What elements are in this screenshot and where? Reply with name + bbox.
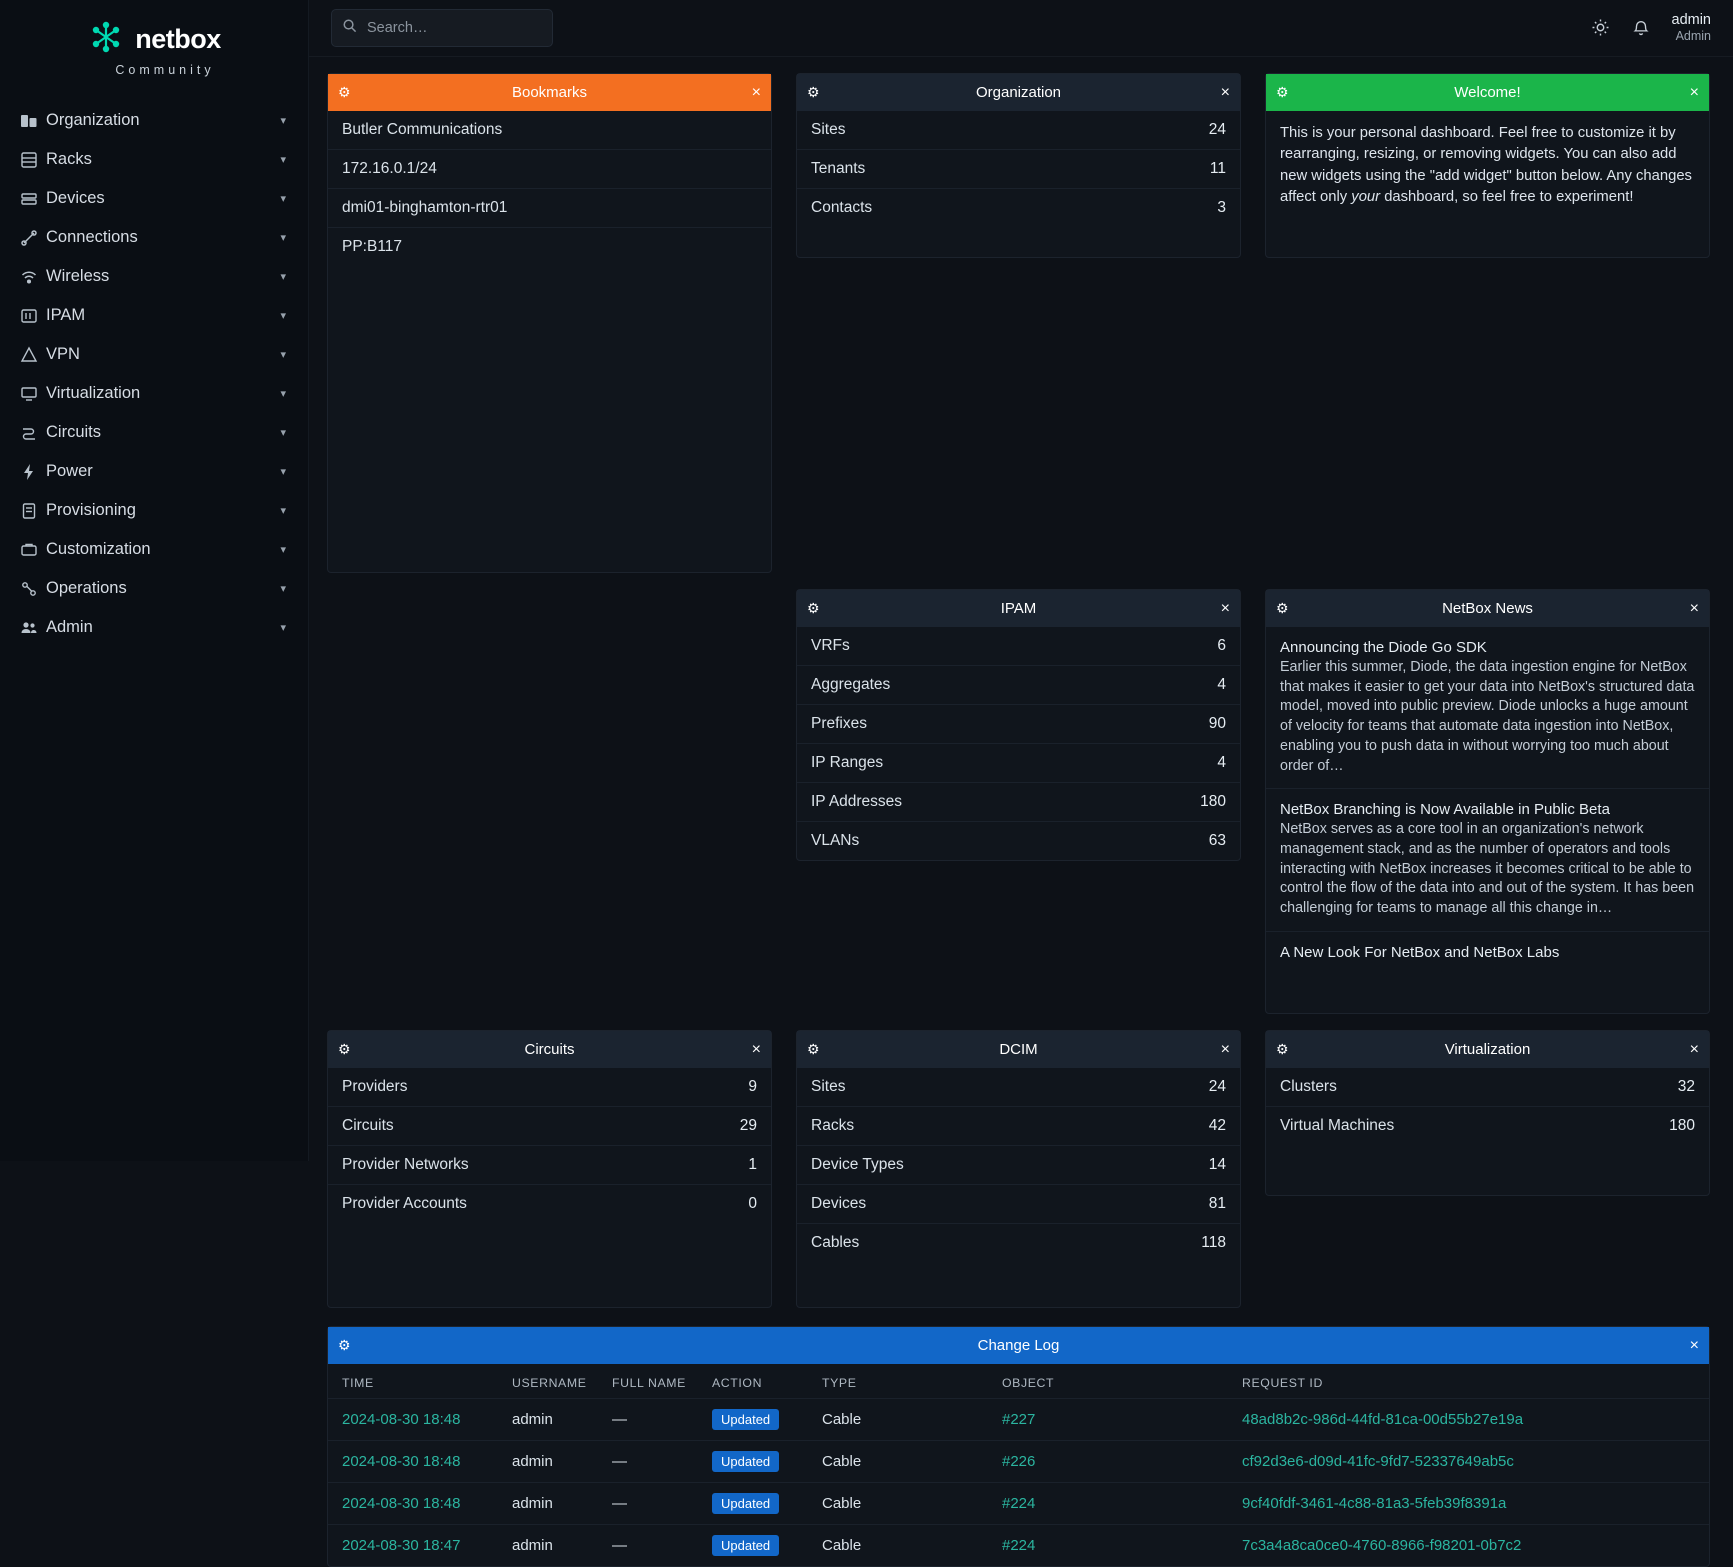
widget-header <box>328 1031 771 1068</box>
stat-label: Device Types <box>811 1156 904 1173</box>
gear-icon[interactable]: ⚙ <box>807 600 820 616</box>
change-log-table <box>328 1364 1709 1566</box>
chevron-down-icon: ▾ <box>280 310 286 322</box>
news-item[interactable] <box>1266 627 1709 789</box>
cell-username: admin <box>498 1399 598 1441</box>
stat-label: Sites <box>811 121 846 138</box>
welcome-text-part1: This is your personal dashboard. Feel free to customize it by rearranging, resizing, or removing widgets. You can also add new widgets using the "add widget" button below. Any changes affect only <box>1280 125 1692 206</box>
widget-title: NetBox News <box>1442 600 1533 617</box>
welcome-text-part2: dashboard, so feel free to experiment! <box>1380 189 1634 206</box>
close-icon[interactable]: × <box>1220 599 1230 617</box>
sidebar-item-wireless[interactable] <box>0 257 308 296</box>
chevron-down-icon: ▾ <box>280 544 286 556</box>
sidebar-item-organization[interactable] <box>0 101 308 140</box>
stat-row[interactable] <box>797 1107 1240 1146</box>
list-item[interactable]: Butler Communications <box>328 111 771 150</box>
stat-value: 180 <box>1669 1117 1695 1134</box>
cell-type: Cable <box>808 1525 988 1567</box>
list-item[interactable]: PP:B117 <box>342 238 403 255</box>
brand-subtitle: Community <box>115 63 215 77</box>
widget-grid <box>327 73 1715 1567</box>
operations-icon <box>20 580 46 598</box>
ipam-icon <box>20 307 46 325</box>
table-row[interactable] <box>328 1441 1709 1483</box>
brand-logo[interactable] <box>0 8 308 95</box>
stat-row[interactable] <box>797 1185 1240 1224</box>
table-row[interactable] <box>328 1483 1709 1525</box>
search-input[interactable] <box>365 19 542 37</box>
stat-label: Provider Networks <box>342 1156 469 1173</box>
widget-title: Organization <box>975 84 1062 101</box>
sidebar-item-virtualization[interactable] <box>0 374 308 413</box>
chevron-down-icon: ▾ <box>280 427 286 439</box>
cell-type: Cable <box>808 1483 988 1525</box>
customization-icon <box>20 541 46 559</box>
column-header-fullname: FULL NAME <box>612 1376 686 1390</box>
sidebar-label: Customization <box>46 540 151 558</box>
table-row[interactable] <box>328 1399 1709 1441</box>
stat-label: VRFs <box>811 637 850 654</box>
cell-fullname: — <box>598 1399 698 1441</box>
stat-value: 0 <box>748 1195 757 1212</box>
cell-type: Cable <box>808 1441 988 1483</box>
stat-row[interactable] <box>1266 1107 1709 1145</box>
main-area <box>309 0 1733 1554</box>
gear-icon[interactable]: ⚙ <box>1276 1041 1289 1057</box>
sidebar-label: Racks <box>46 150 92 168</box>
cell-time[interactable]: 2024-08-30 18:48 <box>328 1399 498 1441</box>
close-icon[interactable]: × <box>1689 1336 1699 1354</box>
gear-icon[interactable]: ⚙ <box>338 1337 351 1353</box>
sidebar-label: Circuits <box>46 423 102 441</box>
news-item[interactable] <box>1266 932 1709 975</box>
stat-label: Cables <box>811 1234 860 1251</box>
gear-icon[interactable]: ⚙ <box>1276 600 1289 616</box>
notifications-icon[interactable] <box>1632 19 1650 37</box>
news-list <box>1266 627 1709 975</box>
change-log-table-wrap <box>328 1364 1709 1566</box>
stat-label: Aggregates <box>811 676 891 693</box>
stat-label: IP Addresses <box>811 793 903 810</box>
widget-bookmarks <box>327 73 772 573</box>
stat-label: Providers <box>342 1078 408 1095</box>
chevron-down-icon: ▾ <box>280 349 286 361</box>
stat-value: 1 <box>748 1156 757 1173</box>
widget-title: IPAM <box>1000 600 1037 617</box>
top-bar <box>309 0 1733 57</box>
cell-action <box>698 1525 808 1567</box>
widget-netbox-news <box>1265 589 1710 1014</box>
stat-row[interactable] <box>1266 1068 1709 1107</box>
cell-object[interactable]: #226 <box>988 1441 1228 1483</box>
stat-value: 4 <box>1217 676 1226 693</box>
table-header-row <box>328 1364 1709 1399</box>
sidebar-item-connections[interactable] <box>0 218 308 257</box>
bookmarks-list <box>328 111 771 266</box>
dcim-stats <box>797 1068 1240 1262</box>
cell-object[interactable]: #224 <box>988 1525 1228 1567</box>
list-item[interactable]: 172.16.0.1/24 <box>328 150 771 189</box>
sidebar-item-vpn[interactable] <box>0 335 308 374</box>
chevron-down-icon: ▾ <box>280 115 286 127</box>
welcome-text-emphasis: your <box>1351 189 1381 206</box>
cell-fullname: — <box>598 1525 698 1567</box>
status-badge: Updated <box>712 1493 779 1514</box>
ipam-stats <box>797 627 1240 860</box>
stat-row[interactable] <box>328 1146 771 1185</box>
stat-label: Prefixes <box>811 715 867 732</box>
gear-icon[interactable]: ⚙ <box>338 84 351 100</box>
devices-icon <box>20 190 46 208</box>
virtualization-icon <box>20 385 46 403</box>
stat-value: 3 <box>1217 199 1226 216</box>
sidebar-label: Connections <box>46 228 138 246</box>
close-icon[interactable]: × <box>1220 83 1230 101</box>
cell-type: Cable <box>808 1399 988 1441</box>
widget-header <box>797 1031 1240 1068</box>
dashboard-content <box>309 57 1733 1567</box>
sidebar-item-ipam[interactable] <box>0 296 308 335</box>
widget-header <box>797 590 1240 627</box>
widget-circuits <box>327 1030 772 1308</box>
sidebar-label: IPAM <box>46 306 86 324</box>
stat-row[interactable] <box>797 744 1240 783</box>
stat-label: Virtual Machines <box>1280 1117 1395 1134</box>
stat-label: VLANs <box>811 832 860 849</box>
list-item[interactable]: dmi01-binghamton-rtr01 <box>328 189 771 228</box>
cell-username: admin <box>498 1525 598 1567</box>
circuits-icon <box>20 424 46 442</box>
power-icon <box>20 463 46 481</box>
sidebar-item-provisioning[interactable] <box>0 491 308 530</box>
news-text: NetBox serves as a core tool in an organization's network management stack, and as the number of operators and tools interacting with NetBox increases it becomes critical to be able to control the flow of the data into and out of the system. It has been challenging for teams to manage all this change in… <box>1280 821 1695 917</box>
stat-row[interactable] <box>797 783 1240 822</box>
stat-label: Contacts <box>811 199 873 216</box>
stat-row[interactable] <box>797 189 1240 227</box>
sidebar-item-customization[interactable] <box>0 530 308 569</box>
stat-label: Clusters <box>1280 1078 1337 1095</box>
close-icon[interactable]: × <box>751 83 761 101</box>
chevron-down-icon: ▾ <box>280 583 286 595</box>
close-icon[interactable]: × <box>751 1040 761 1058</box>
column-header-type: TYPE <box>822 1376 857 1390</box>
stat-value: 24 <box>1208 121 1226 138</box>
gear-icon[interactable]: ⚙ <box>338 1041 351 1057</box>
stat-value: 9 <box>748 1078 757 1095</box>
stat-value: 63 <box>1208 832 1226 849</box>
stat-value: 24 <box>1208 1078 1226 1095</box>
sidebar <box>0 0 309 1161</box>
chevron-down-icon: ▾ <box>280 232 286 244</box>
stat-row[interactable] <box>797 1146 1240 1185</box>
stat-row[interactable] <box>328 1068 771 1107</box>
widget-ipam <box>796 589 1241 861</box>
connections-icon <box>20 229 46 247</box>
stat-value: 6 <box>1217 637 1226 654</box>
column-header-request-id: REQUEST ID <box>1242 1376 1323 1390</box>
status-badge: Updated <box>712 1409 779 1430</box>
column-header-username: USERNAME <box>512 1376 587 1390</box>
stat-label: Circuits <box>342 1117 394 1134</box>
widget-change-log <box>327 1326 1710 1567</box>
widget-dcim <box>796 1030 1241 1308</box>
status-badge: Updated <box>712 1535 779 1556</box>
cell-request-id[interactable]: 9cf40fdf-3461-4c88-81a3-5feb39f8391a <box>1228 1483 1709 1525</box>
cell-action <box>698 1399 808 1441</box>
stat-value: 118 <box>1201 1234 1226 1251</box>
cell-time[interactable]: 2024-08-30 18:48 <box>328 1441 498 1483</box>
welcome-text <box>1266 111 1709 223</box>
close-icon[interactable]: × <box>1689 599 1699 617</box>
stat-value: 4 <box>1217 754 1226 771</box>
stat-row[interactable] <box>797 111 1240 150</box>
virtualization-stats <box>1266 1068 1709 1145</box>
admin-icon <box>20 619 46 637</box>
stat-row[interactable] <box>328 1185 771 1223</box>
widget-title: Bookmarks <box>511 84 588 101</box>
sidebar-item-circuits[interactable] <box>0 413 308 452</box>
widget-welcome <box>1265 73 1710 258</box>
brand-name: netbox <box>135 24 221 54</box>
organization-stats <box>797 111 1240 227</box>
stat-label: Sites <box>811 1078 846 1095</box>
cell-request-id[interactable]: cf92d3e6-d09d-41fc-9fd7-52337649ab5c <box>1228 1441 1709 1483</box>
user-role: Admin <box>1675 29 1711 44</box>
widget-header <box>797 74 1240 111</box>
news-text: Earlier this summer, Diode, the data ingestion engine for NetBox that makes it easier to get your data into NetBox's structured data model, moved into public preview. Diode unlocks a huge amount of velocity for teams that automate data ingestion into NetBox, enabling you to push data in without worrying too much about order of… <box>1280 659 1695 774</box>
widget-title: DCIM <box>999 1041 1038 1058</box>
news-item[interactable] <box>1266 789 1709 932</box>
stat-value: 81 <box>1208 1195 1226 1212</box>
chevron-down-icon: ▾ <box>280 466 286 478</box>
cell-username: admin <box>498 1483 598 1525</box>
chevron-down-icon: ▾ <box>280 622 286 634</box>
widget-header <box>328 1327 1709 1364</box>
sidebar-item-devices[interactable] <box>0 179 308 218</box>
stat-label: Tenants <box>811 160 866 177</box>
gear-icon[interactable]: ⚙ <box>807 84 820 100</box>
stat-row[interactable] <box>797 705 1240 744</box>
cell-request-id[interactable]: 7c3a4a8ca0ce0-4760-8966-f98201-0b7c2 <box>1228 1525 1709 1567</box>
cell-fullname: — <box>598 1441 698 1483</box>
column-header-object: OBJECT <box>1002 1376 1055 1390</box>
cell-action <box>698 1441 808 1483</box>
widget-title: Welcome! <box>1454 84 1521 101</box>
table-row[interactable] <box>328 1525 1709 1567</box>
stat-value: 11 <box>1209 160 1226 177</box>
chevron-down-icon: ▾ <box>280 193 286 205</box>
widget-header <box>1266 590 1709 627</box>
search-icon <box>342 18 357 38</box>
stat-row[interactable] <box>797 1068 1240 1107</box>
chevron-down-icon: ▾ <box>280 505 286 517</box>
widget-title: Virtualization <box>1444 1041 1531 1058</box>
stat-value: 29 <box>739 1117 757 1134</box>
close-icon[interactable]: × <box>1689 83 1699 101</box>
chevron-down-icon: ▾ <box>280 388 286 400</box>
widget-title: Change Log <box>977 1337 1060 1354</box>
provisioning-icon <box>20 502 46 520</box>
cell-fullname: — <box>598 1483 698 1525</box>
sidebar-nav <box>0 101 308 647</box>
cell-username: admin <box>498 1441 598 1483</box>
stat-row[interactable] <box>797 627 1240 666</box>
widget-organization <box>796 73 1241 258</box>
cell-time[interactable]: 2024-08-30 18:47 <box>328 1525 498 1567</box>
stat-row[interactable] <box>797 822 1240 860</box>
top-bar-right <box>1591 12 1712 43</box>
racks-icon <box>20 151 46 169</box>
cell-object[interactable]: #227 <box>988 1399 1228 1441</box>
sidebar-label: Power <box>46 462 93 480</box>
circuits-stats <box>328 1068 771 1223</box>
widget-header <box>1266 1031 1709 1068</box>
close-icon[interactable]: × <box>1689 1040 1699 1058</box>
widget-header <box>328 74 771 111</box>
chevron-down-icon: ▾ <box>280 154 286 166</box>
stat-value: 14 <box>1208 1156 1226 1173</box>
sidebar-item-racks[interactable] <box>0 140 308 179</box>
user-menu[interactable] <box>1672 12 1712 43</box>
sidebar-item-admin[interactable] <box>0 608 308 647</box>
sidebar-item-operations[interactable] <box>0 569 308 608</box>
close-icon[interactable]: × <box>1220 1040 1230 1058</box>
column-header-time: TIME <box>342 1376 374 1390</box>
cell-object[interactable]: #224 <box>988 1483 1228 1525</box>
stat-row[interactable] <box>797 1224 1240 1262</box>
stat-label: IP Ranges <box>811 754 884 771</box>
widget-title: Circuits <box>524 1041 575 1058</box>
news-title[interactable]: NetBox Branching is Now Available in Public Beta <box>1280 801 1610 819</box>
sidebar-label: Organization <box>46 111 140 129</box>
chevron-down-icon: ▾ <box>280 271 286 283</box>
status-badge: Updated <box>712 1451 779 1472</box>
wireless-icon <box>20 268 46 286</box>
stat-value: 42 <box>1208 1117 1226 1134</box>
search-box[interactable] <box>331 9 553 47</box>
netbox-logo-icon <box>87 18 125 61</box>
sidebar-label: Devices <box>46 189 105 207</box>
stat-row[interactable] <box>797 666 1240 705</box>
gear-icon[interactable]: ⚙ <box>1276 84 1289 100</box>
stat-value: 90 <box>1208 715 1226 732</box>
sidebar-label: Virtualization <box>46 384 141 402</box>
cell-request-id[interactable]: 48ad8b2c-986d-44fd-81ca-00d55b27e19a <box>1228 1399 1709 1441</box>
widget-virtualization <box>1265 1030 1710 1196</box>
organization-icon <box>20 112 46 130</box>
gear-icon[interactable]: ⚙ <box>807 1041 820 1057</box>
stat-value: 180 <box>1200 793 1226 810</box>
stat-value: 32 <box>1677 1078 1695 1095</box>
cell-action <box>698 1483 808 1525</box>
vpn-icon <box>20 346 46 364</box>
user-name: admin <box>1671 12 1711 29</box>
column-header-action: ACTION <box>712 1376 763 1390</box>
sidebar-item-power[interactable] <box>0 452 308 491</box>
stat-row[interactable] <box>797 150 1240 189</box>
cell-time[interactable]: 2024-08-30 18:48 <box>328 1483 498 1525</box>
sidebar-label: Operations <box>46 579 127 597</box>
stat-row[interactable] <box>328 1107 771 1146</box>
sidebar-label: Wireless <box>46 267 110 285</box>
sidebar-label: Provisioning <box>46 501 136 519</box>
theme-toggle-icon[interactable] <box>1591 18 1610 37</box>
stat-label: Racks <box>811 1117 855 1134</box>
sidebar-label: Admin <box>46 618 93 636</box>
sidebar-label: VPN <box>46 345 80 363</box>
news-title[interactable]: Announcing the Diode Go SDK <box>1280 639 1487 656</box>
stat-label: Devices <box>811 1195 867 1212</box>
stat-label: Provider Accounts <box>342 1195 467 1212</box>
widget-header <box>1266 74 1709 111</box>
news-title[interactable]: A New Look For NetBox and NetBox Labs <box>1280 943 1560 961</box>
